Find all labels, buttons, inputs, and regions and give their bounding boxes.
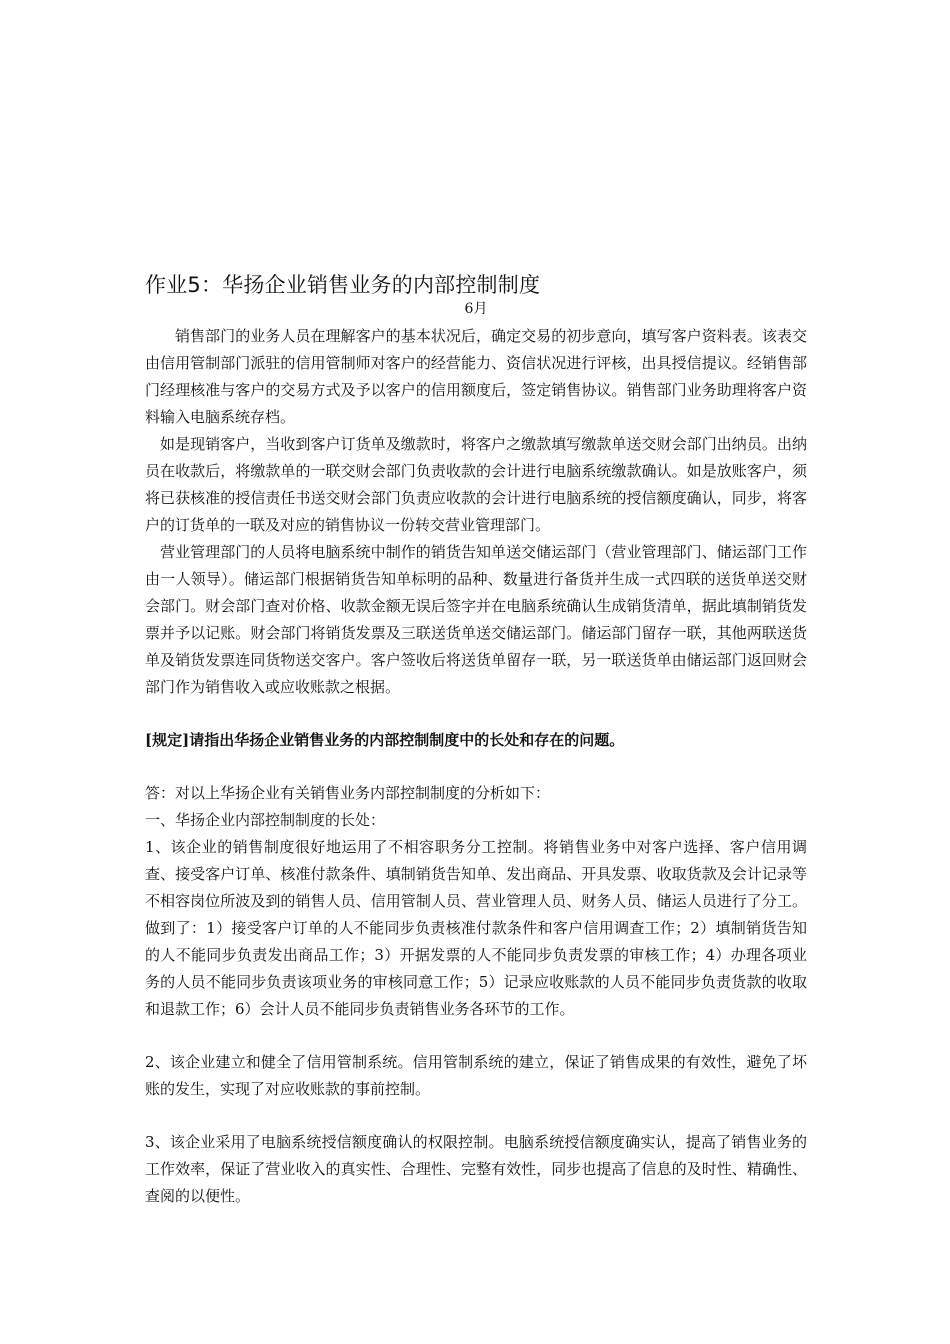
body-paragraph-1: 销售部门的业务人员在理解客户的基本状况后，确定交易的初步意向，填写客户资料表。该表交由信用管制部门派驻的信用管制师对客户的经营能力、资信状况进行评核，出具授信提议。经销售部门经理核准与客户的交易方式及予以客户的信用额度后，签定销售协议。销售部门业务助理将客户资料输入电脑系统存档。: [145, 327, 807, 426]
body-paragraph-3: 营业管理部门的人员将电脑系统中制作的销货告知单送交储运部门（营业管理部门、储运部门工作由一人领导）。储运部门根据销货告知单标明的品种、数量进行备货并生成一式四联的送货单送交财会部门。财会部门查对价格、收款金额无误后签字并在电脑系统确认生成销货清单，据此填制销货发票并予以记账。财会部门将销货发票及三联送货单送交储运部门。储运部门留存一联，其他两联送货单及销货发票连同货物送交客户。客户签收后将送货单留存一联，另一联送货单由储运部门返回财会部门作为销售收入或应收账款之根据。: [145, 543, 807, 696]
answer-lead: 答：对以上华扬企业有关销售业务内部控制制度的分析如下：: [145, 784, 551, 802]
answer-point-3: 3、该企业采用了电脑系统授信额度确认的权限控制。电脑系统授信额度确实认，提高了销售业务的工作效率，保证了营业收入的真实性、合理性、完整有效性，同步也提高了信息的及时性、精确性、查阅的以便性。: [145, 1133, 807, 1205]
document-date: 6月: [464, 301, 488, 317]
answer-point-1: 1、该企业的销售制度很好地运用了不相容职务分工控制。将销售业务中对客户选择、客户信用调查、接受客户订单、核准付款条件、填制销货告知单、发出商品、开具发票、收取货款及会计记录等不相容岗位所波及到的销售人员、信用管制人员、营业管理人员、财务人员、储运人员进行了分工。做到了：1）接受客户订单的人不能同步负责核准付款条件和客户信用调查工作；2）填制销货告知的人不能同步负责发出商品工作；3）开据发票的人不能同步负责发票的审核工作；4）办理各项业务的人员不能同步负责该项业务的审核同意工作；5）记录应收账款的人员不能同步负责货款的收取和退款工作；6）会计人员不能同步负责销售业务各环节的工作。: [145, 838, 807, 1018]
answer-point-2: 2、该企业建立和健全了信用管制系统。信用管制系统的建立，保证了销售成果的有效性，避免了坏账的发生，实现了对应收账款的事前控制。: [145, 1053, 807, 1098]
assignment-question: [规定]请指出华扬企业销售业务的内部控制制度中的长处和存在的问题。: [145, 731, 625, 749]
paragraph-spacer: [145, 1103, 807, 1129]
body-paragraph-2: 如是现销客户，当收到客户订货单及缴款时，将客户之缴款填写缴款单送交财会部门出纳员。出纳员在收款后，将缴款单的一联交财会部门负责收款的会计进行电脑系统缴款确认。如是放账客户，须将已获核准的授信责任书送交财会部门负责应收款的会计进行电脑系统的授信额度确认，同步，将客户的订货单的一联及对应的销售协议一份转交营业管理部门。: [145, 435, 807, 534]
answer-section-heading: 一、华扬企业内部控制制度的长处：: [145, 811, 386, 829]
document-title: 作业5：华扬企业销售业务的内部控制制度: [145, 273, 541, 297]
paragraph-spacer: [145, 1023, 807, 1049]
document-body: [145, 270, 807, 1210]
